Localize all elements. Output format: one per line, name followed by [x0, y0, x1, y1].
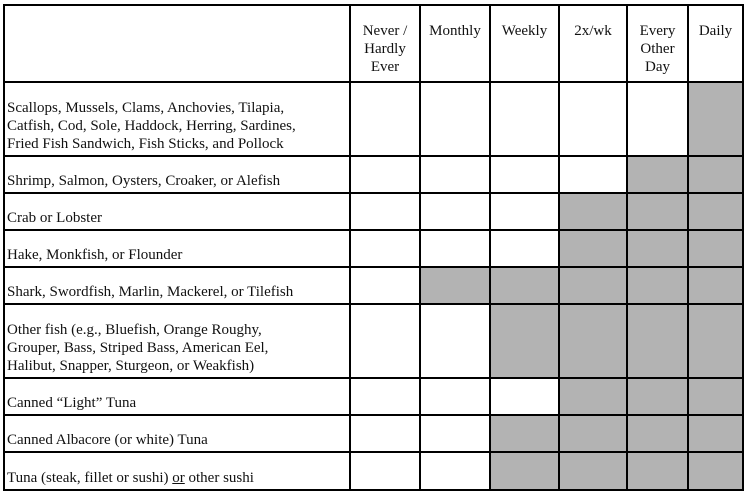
empty-cell	[420, 378, 490, 415]
shaded-cell	[627, 378, 688, 415]
shaded-cell	[627, 230, 688, 267]
empty-cell	[350, 415, 420, 452]
table-row	[4, 156, 743, 193]
col-header-never	[350, 5, 420, 82]
empty-cell	[420, 415, 490, 452]
row-label-underlined: or	[172, 470, 185, 486]
row-label-line: Crab or Lobster	[7, 210, 102, 226]
empty-cell	[490, 156, 559, 193]
table-row	[4, 304, 743, 378]
col-header-2xwk	[559, 5, 627, 82]
empty-cell	[420, 82, 490, 156]
row-label-line: Halibut, Snapper, Sturgeon, or Weakfish)	[7, 358, 255, 374]
col-header-line: Never /	[362, 23, 408, 39]
shaded-cell	[688, 267, 743, 304]
shaded-cell	[627, 267, 688, 304]
empty-cell	[420, 304, 490, 378]
row-label-line: Shark, Swordfish, Marlin, Mackerel, or Tilefish	[7, 284, 294, 300]
empty-cell	[420, 452, 490, 490]
row-label-line: Fried Fish Sandwich, Fish Sticks, and Pollock	[7, 136, 284, 152]
shaded-cell	[688, 415, 743, 452]
shaded-cell	[420, 267, 490, 304]
shaded-cell	[627, 193, 688, 230]
row-label	[4, 452, 350, 490]
empty-cell	[559, 156, 627, 193]
row-label	[4, 378, 350, 415]
col-header-line: Other	[640, 41, 675, 57]
empty-cell	[490, 230, 559, 267]
row-label-line: Catfish, Cod, Sole, Haddock, Herring, Sardines,	[7, 118, 296, 134]
empty-cell	[350, 156, 420, 193]
shaded-cell	[490, 415, 559, 452]
row-label	[4, 156, 350, 193]
shaded-cell	[627, 415, 688, 452]
col-header-line: Monthly	[429, 23, 481, 39]
empty-cell	[350, 82, 420, 156]
shaded-cell	[627, 156, 688, 193]
shaded-cell	[688, 378, 743, 415]
col-header-monthly	[420, 5, 490, 82]
empty-cell	[490, 82, 559, 156]
table-row	[4, 230, 743, 267]
row-label	[4, 82, 350, 156]
col-header-line: Every	[639, 23, 676, 39]
shaded-cell	[490, 452, 559, 490]
shaded-cell	[559, 193, 627, 230]
row-label-line: Scallops, Mussels, Clams, Anchovies, Tilapia,	[7, 100, 285, 116]
empty-cell	[350, 304, 420, 378]
table-row	[4, 415, 743, 452]
table-row	[4, 267, 743, 304]
row-label-line: Other fish (e.g., Bluefish, Orange Roughy,	[7, 322, 262, 338]
row-label	[4, 415, 350, 452]
shaded-cell	[490, 304, 559, 378]
empty-cell	[627, 82, 688, 156]
shaded-cell	[559, 378, 627, 415]
empty-cell	[420, 193, 490, 230]
row-label	[4, 193, 350, 230]
shaded-cell	[688, 230, 743, 267]
row-label	[4, 304, 350, 378]
table-row	[4, 378, 743, 415]
shaded-cell	[688, 82, 743, 156]
row-label-line: Shrimp, Salmon, Oysters, Croaker, or Alefish	[7, 173, 281, 189]
shaded-cell	[688, 304, 743, 378]
shaded-cell	[627, 452, 688, 490]
row-label	[4, 230, 350, 267]
row-label-line: Hake, Monkfish, or Flounder	[7, 247, 183, 263]
fish-consumption-table	[3, 4, 744, 491]
shaded-cell	[559, 304, 627, 378]
empty-cell	[350, 452, 420, 490]
col-header-every-other-day	[627, 5, 688, 82]
empty-cell	[350, 267, 420, 304]
shaded-cell	[688, 193, 743, 230]
shaded-cell	[688, 156, 743, 193]
col-header-line: Weekly	[501, 23, 548, 39]
shaded-cell	[559, 230, 627, 267]
col-header-line: Ever	[370, 59, 400, 75]
col-header-line: Day	[645, 59, 670, 75]
empty-cell	[559, 82, 627, 156]
row-label-line: Canned “Light” Tuna	[7, 395, 137, 411]
header-row	[4, 5, 743, 82]
col-header-line: Hardly	[364, 41, 406, 57]
shaded-cell	[490, 267, 559, 304]
empty-cell	[420, 230, 490, 267]
shaded-cell	[559, 452, 627, 490]
shaded-cell	[559, 415, 627, 452]
empty-cell	[490, 193, 559, 230]
row-label-part: other sushi	[184, 470, 254, 486]
col-header-daily	[688, 5, 743, 82]
shaded-cell	[559, 267, 627, 304]
table-row	[4, 193, 743, 230]
col-header-weekly	[490, 5, 559, 82]
table-row	[4, 82, 743, 156]
row-label-line: Grouper, Bass, Striped Bass, American Eel,	[7, 340, 269, 356]
row-label-part: Tuna (steak, fillet or sushi)	[7, 470, 173, 486]
col-header-line: Daily	[698, 23, 733, 39]
shaded-cell	[688, 452, 743, 490]
empty-cell	[350, 378, 420, 415]
empty-cell	[350, 230, 420, 267]
corner-cell	[4, 5, 350, 82]
empty-cell	[490, 378, 559, 415]
shaded-cell	[627, 304, 688, 378]
col-header-line: 2x/wk	[574, 23, 612, 39]
empty-cell	[420, 156, 490, 193]
row-label-line: Canned Albacore (or white) Tuna	[7, 432, 208, 448]
table-row	[4, 452, 743, 490]
row-label	[4, 267, 350, 304]
empty-cell	[350, 193, 420, 230]
